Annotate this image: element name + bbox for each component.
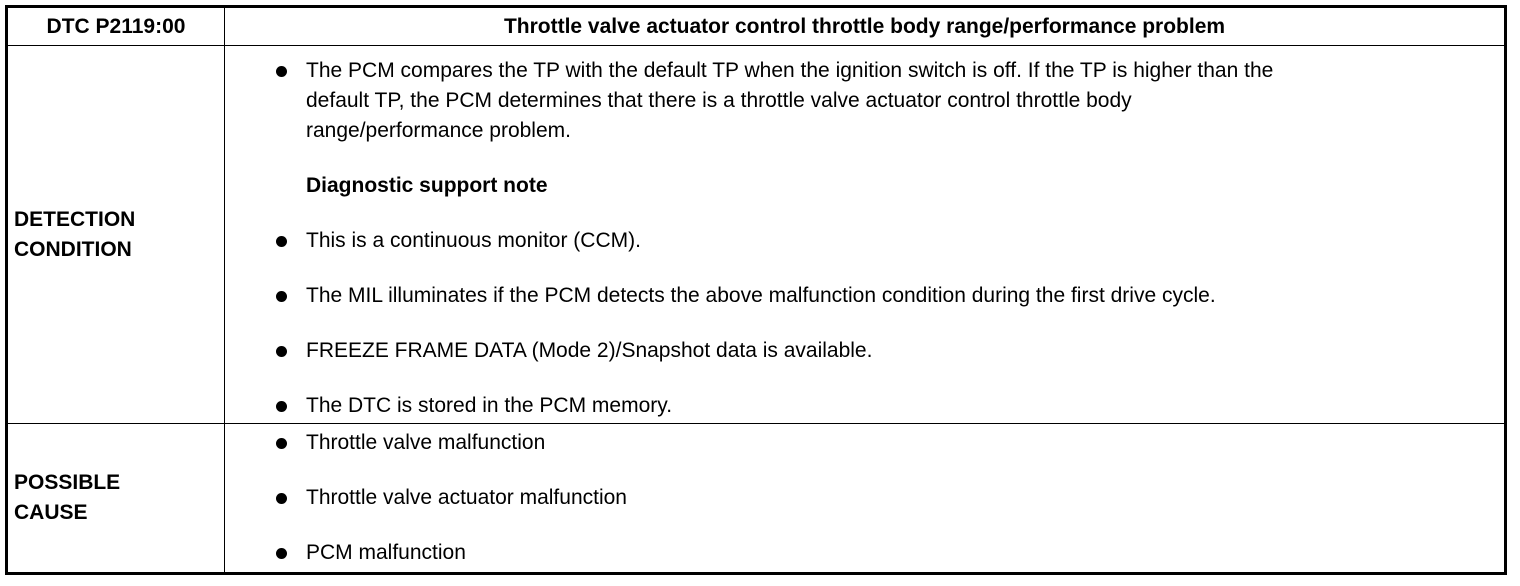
list-item [225,226,1504,256]
bullet-icon [276,236,287,247]
bullet-icon [276,66,287,77]
dtc-code: DTC P2119:00 [7,7,225,46]
note-text: FREEZE FRAME DATA (Mode 2)/Snapshot data is available. [306,339,873,362]
list-item [225,538,1504,568]
cause-label-line1: POSSIBLE [14,471,121,494]
note-text: The DTC is stored in the PCM memory. [306,394,673,417]
table-header-row [7,7,1506,46]
description-line: default TP, the PCM determines that there is a throttle valve actuator control throttle body [306,89,1132,112]
bullet-icon [276,493,287,504]
list-item [225,428,1504,458]
possible-cause-row [7,424,1506,574]
detection-label-line2: CONDITION [14,237,132,261]
list-item [225,56,1504,146]
possible-cause-content [225,424,1506,574]
note-heading: Diagnostic support note [306,174,548,197]
bullet-icon [276,346,287,357]
detection-label-line1: DETECTION [14,207,136,231]
cause-label-line2: CAUSE [14,501,88,524]
bullet-icon [276,291,287,302]
list-item [225,483,1504,513]
dtc-title: Throttle valve actuator control throttle body range/performance problem [225,7,1506,46]
list-item [225,336,1504,366]
list-item [225,391,1504,421]
detection-condition-content [225,46,1506,424]
list-item [225,281,1504,311]
detection-condition-row [7,46,1506,424]
bullet-icon [276,401,287,412]
cause-text: Throttle valve actuator malfunction [306,486,627,509]
note-text: This is a continuous monitor (CCM). [306,229,641,252]
description-line: The PCM compares the TP with the default TP when the ignition switch is off. If the TP is higher than the [306,59,1274,82]
bullet-icon [276,548,287,559]
detection-condition-label [7,46,225,424]
note-text: The MIL illuminates if the PCM detects the above malfunction condition during the first drive cycle. [306,284,1216,307]
description-line: range/performance problem. [306,119,571,142]
possible-cause-label [7,424,225,574]
cause-text: Throttle valve malfunction [306,431,546,454]
dtc-table [5,5,1507,575]
cause-text: PCM malfunction [306,541,466,564]
bullet-icon [276,438,287,449]
